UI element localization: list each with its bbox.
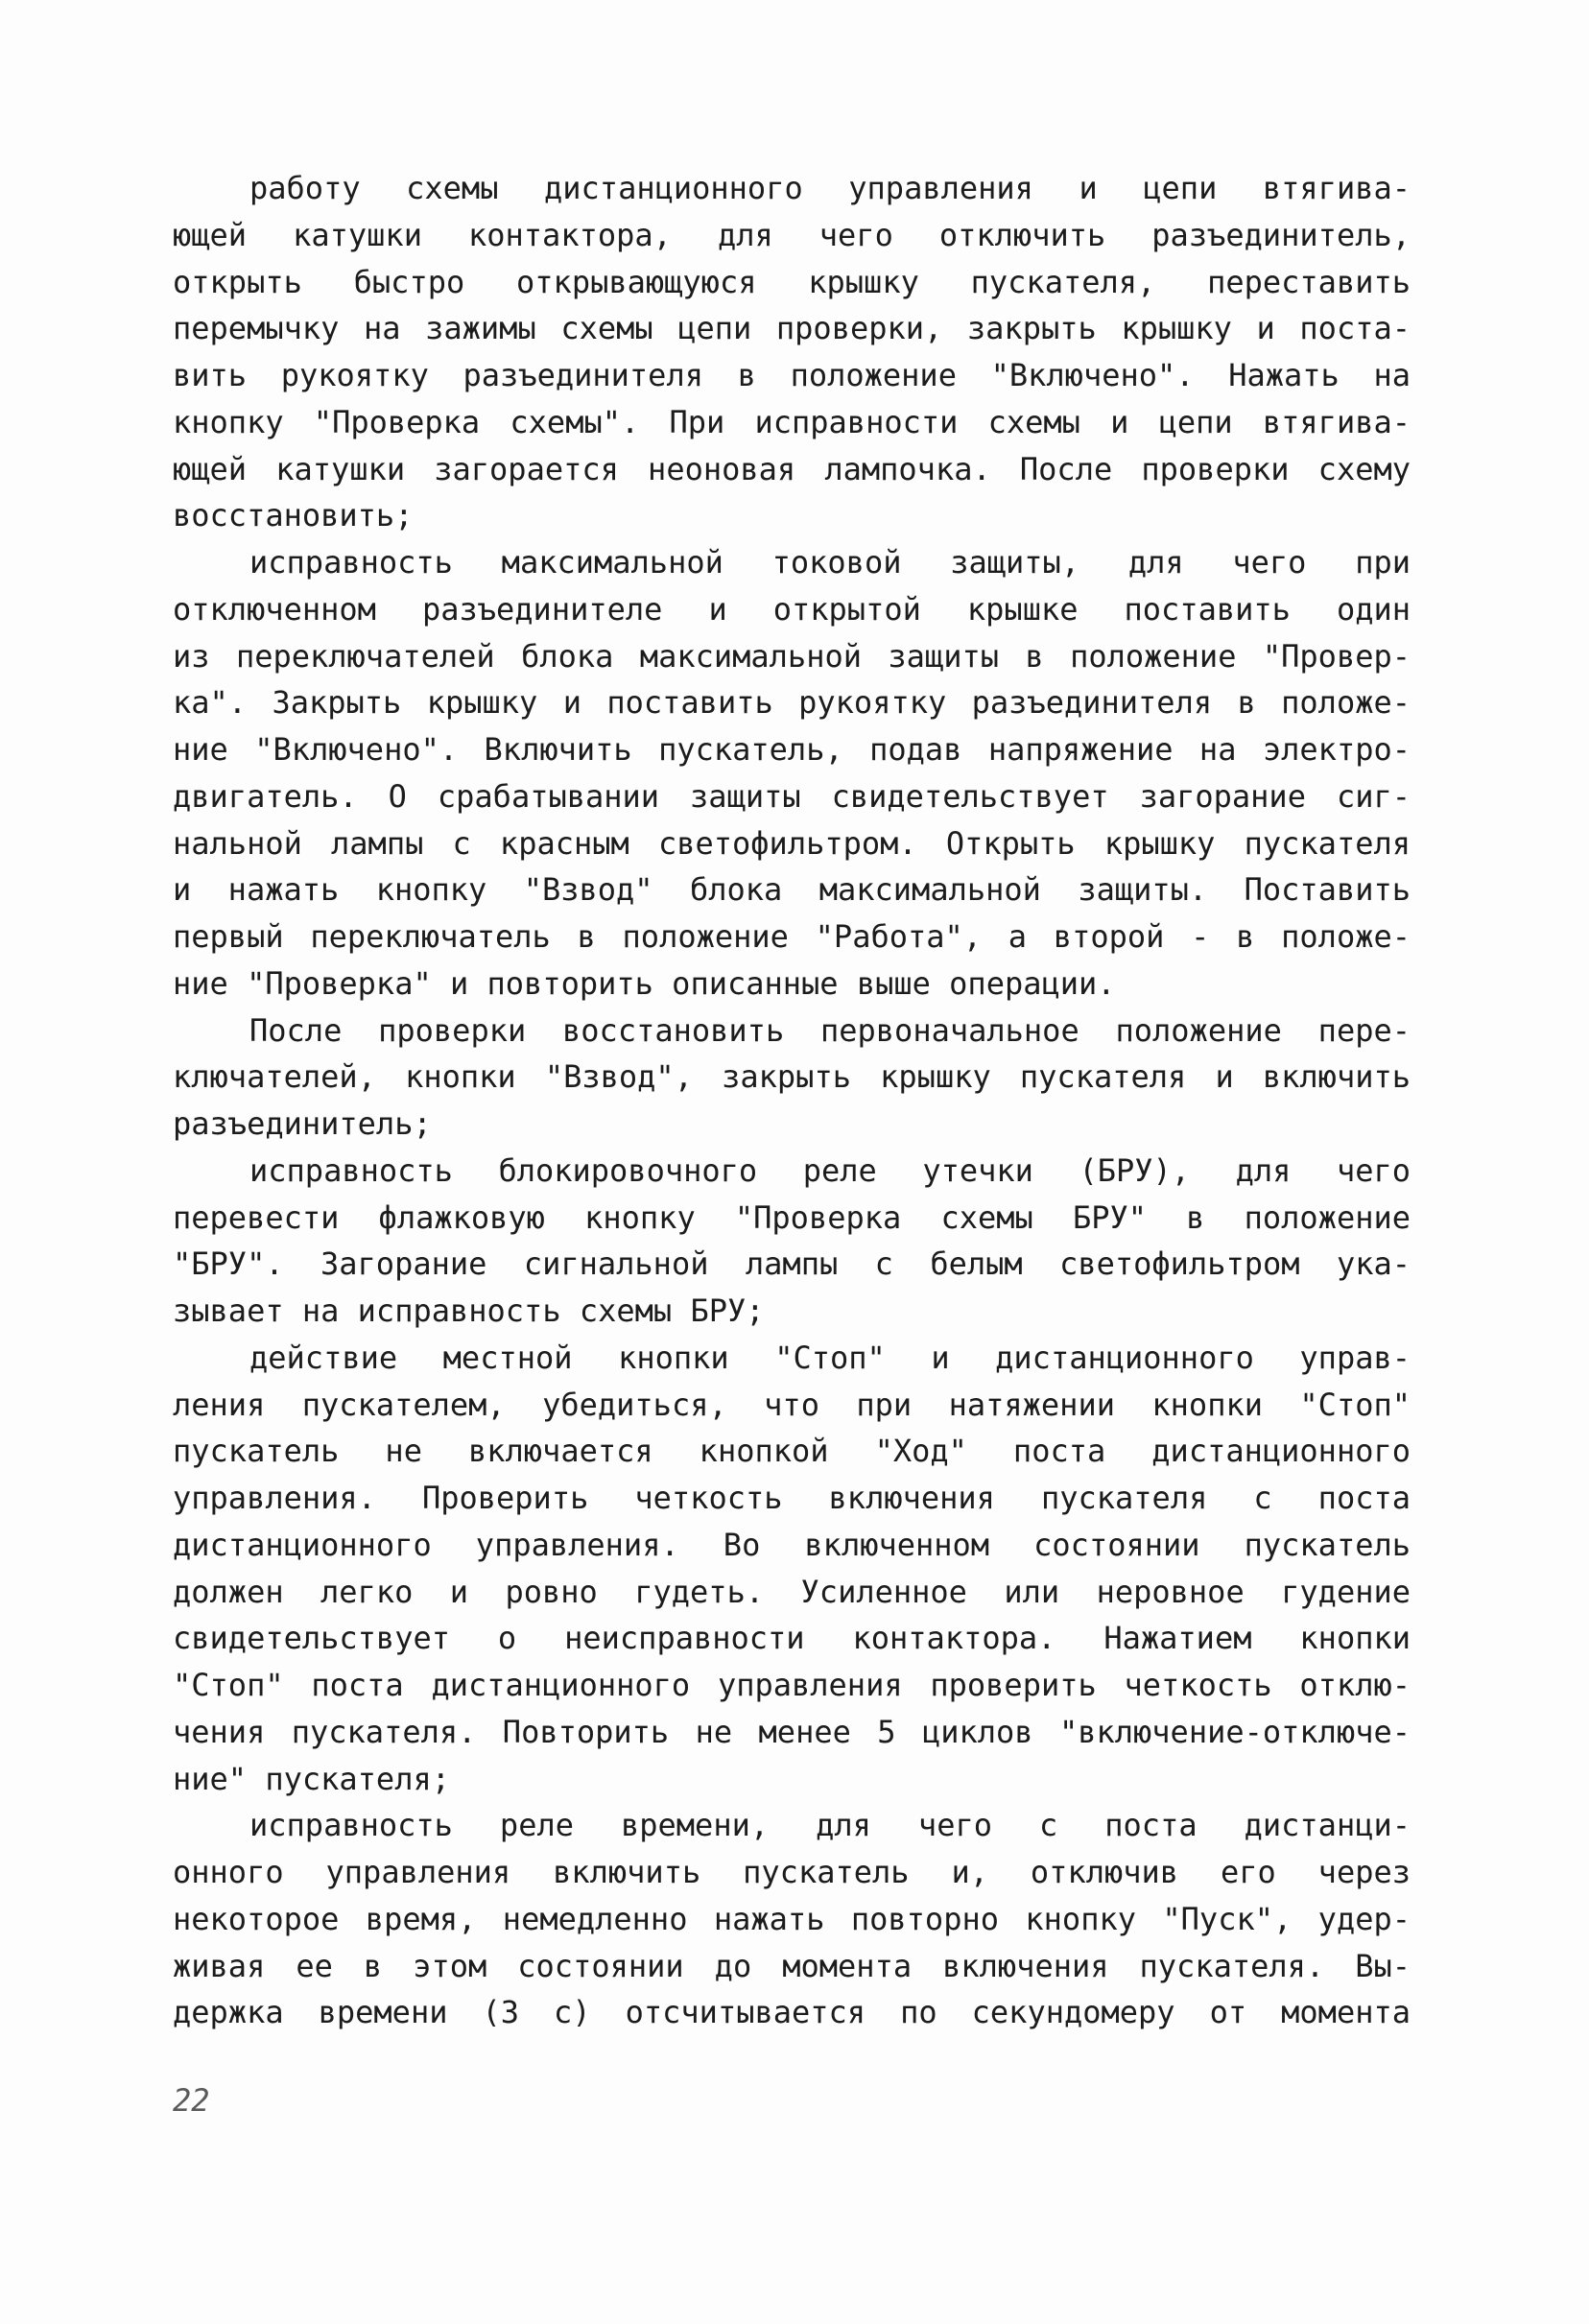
text-line: ние "Проверка" и повторить описанные выше операции. [173,964,1116,1002]
text-line: и нажать кнопку "Взвод" блока максимальной защиты. Поставить [173,871,1411,909]
text-line: кнопку "Проверка схемы". При исправности схемы и цепи втягива- [173,403,1411,440]
text-line: нальной лампы с красным светофильтром. Открыть крышку пускателя [173,824,1411,862]
text-line: отключенном разъединителе и открытой крышке поставить один [173,590,1411,628]
text-line: живая ее в этом состоянии до момента включения пускателя. Вы- [173,1947,1411,1984]
text-line: управления. Проверить четкость включения пускателя с поста [173,1480,1411,1516]
text-line: исправность блокировочного реле утечки (БРУ), для чего [249,1151,1411,1189]
text-line: должен легко и ровно гудеть. Усиленное или неровное гудение [173,1573,1411,1610]
text-line: двигатель. О срабатывании защиты свидетельствует загорание сиг- [173,777,1411,815]
text-line: первый переключатель в положение "Работа", а второй - в положе- [173,918,1411,955]
text-line: ющей катушки загорается неоновая лампочка. После проверки схему [173,450,1411,487]
text-line: "Стоп" поста дистанционного управления проверить четкость отклю- [173,1667,1411,1703]
body-text [173,165,1411,2036]
text-line: онного управления включить пускатель и, отключив его через [173,1854,1411,1890]
text-line: из переключателей блока максимальной защиты в положение "Провер- [173,637,1411,675]
text-line: ние" пускателя; [173,1760,450,1797]
text-line: зывает на исправность схемы БРУ; [173,1292,765,1329]
text-line: пускатель не включается кнопкой "Ход" поста дистанционного [173,1433,1411,1470]
text-line: некоторое время, немедленно нажать повторно кнопку "Пуск", удер- [173,1900,1411,1937]
text-line: ющей катушки контактора, для чего отключить разъединитель, [173,216,1411,253]
text-line: ления пускателем, убедиться, что при натяжении кнопки "Стоп" [173,1386,1411,1423]
text-line: разъединитель; [173,1105,432,1142]
text-line: свидетельствует о неисправности контактора. Нажатием кнопки [173,1620,1411,1657]
text-line: открыть быстро открывающуюся крышку пускателя, переставить [173,263,1411,300]
text-line: вить рукоятку разъединителя в положение "Включено". Нажать на [173,357,1411,393]
text-line: дистанционного управления. Во включенном состоянии пускатель [173,1526,1411,1563]
text-line: После проверки восстановить первоначальное положение пере- [249,1011,1411,1049]
text-line: перемычку на зажимы схемы цепи проверки, закрыть крышку и поста- [173,310,1411,347]
text-line: ключателей, кнопки "Взвод", закрыть крышку пускателя и включить [173,1058,1411,1096]
page-number: 22 [173,2082,210,2119]
text-line: восстановить; [173,497,414,534]
text-line: чения пускателя. Повторить не менее 5 циклов "включение-отключе- [173,1713,1411,1750]
text-line: ние "Включено". Включить пускатель, подав напряжение на электро- [173,731,1411,768]
text-line: исправность максимальной токовой защиты, для чего при [249,544,1411,581]
text-line: ка". Закрыть крышку и поставить рукоятку разъединителя в положе- [173,684,1411,722]
text-line: исправность реле времени, для чего с поста дистанци- [249,1807,1411,1844]
text-line: держка времени (3 с) отсчитывается по секундомеру от момента [173,1994,1411,2031]
text-line: "БРУ". Загорание сигнальной лампы с белым светофильтром ука- [173,1245,1411,1283]
text-line: работу схемы дистанционного управления и цепи втягива- [249,170,1411,206]
text-line: действие местной кнопки "Стоп" и дистанционного управ- [249,1339,1411,1376]
text-line: перевести флажковую кнопку "Проверка схемы БРУ" в положение [173,1198,1411,1236]
